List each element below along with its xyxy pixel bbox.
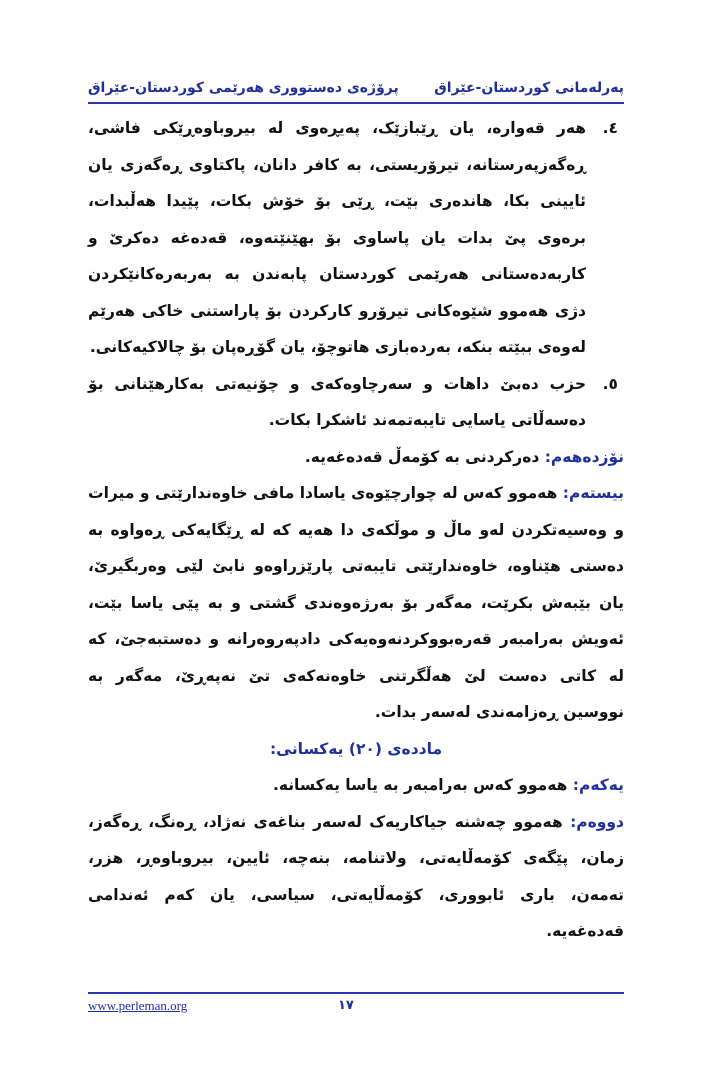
paragraph-nineteenth [88,439,624,476]
list-item [88,366,624,439]
paragraph-label: دووەم: [570,812,624,831]
paragraph-twentieth [88,475,624,731]
paragraph-text: هەموو چەشنە جیاکاریەک لەسەر بناغەی نەژاد، ڕەنگ، ڕەگەز، زمان، پێگەی کۆمەڵایەتی، ولاتنامە، بنەچە، ئایین، بیروباوەڕ، هزر، تەمەن، باری ئابووری، کۆمەڵایەتی، سیاسی، یان کەم ئەندامی قەدەغەیە. [88,812,624,940]
paragraph-text: هەموو کەس بەرامبەر بە یاسا یەکسانە. [272,776,573,794]
page-header [88,60,624,102]
document-body [88,110,624,950]
page-footer [88,998,624,1022]
paragraph-label: نۆزدەهەم: [544,447,624,466]
paragraph-label: بیستەم: [562,484,624,502]
item-text: حزب دەبێ داهات و سەرچاوەکەی و چۆنیەتی بەکارهێنانی بۆ دەسەڵاتی یاسایی تایبەتمەند ئاشکرا بکات. [88,374,586,429]
article-title: ماددەی (٢٠) یەکسانی: [269,739,443,758]
list-item [88,110,624,366]
footer-rule [88,992,624,994]
paragraph-first [88,767,624,804]
paragraph-label: یەکەم: [572,776,624,794]
header-rule [88,102,624,104]
paragraph-text: دەرکردنی بە کۆمەڵ قەدەغەیە. [304,447,545,466]
item-text: هەر قەوارە، یان ڕێبازێک، پەیڕەوی لە بیروباوەڕێکی فاشی، ڕەگەزپەرستانە، تیرۆریستی، بە کافر دانان، پاکتاوی ڕەگەزی یان ئایینی بکا، هاندەری بێت، ڕێی بۆ خۆش بکات، پێیدا هەڵبدات، برەوی پێ بدات یان پاساوی بۆ بهێنێتەوە، قەدەغە دەکرێ و کاربەدەستانی هەرێمی کوردستان پابەندن بە بەربەرەکانێکردن دژی هەموو شێوەکانی تیرۆرو کارکردن بۆ پاراستنی خاکی هەرێم لەوەی ببێتە بنکە، بەردەبازی هاتوچۆ، یان گۆڕەپان بۆ چالاکیەکانی. [88,119,586,356]
constitution-project-title: پرۆژەی دەستووری هەرێمی کوردستان-عێراق [88,80,399,96]
item-number: ٤. [602,119,618,137]
paragraph-text: هەموو کەس لە چوارچێوەی یاسادا مافی خاوەندارێتی و میرات و وەسیەتکردن لەو ماڵ و موڵکەی دا هەیە کە لە ڕێگایەکی ڕەواوە بە دەستی هێناوە، خاوەندارێتی تایبەتی پارێزراوەو نابێ لێی وەربگیرێ، یان بێبەش بکرێت، مەگەر بۆ بەرژەوەندی گشتی و بە پێی یاسا بێت، ئەویش بەرامبەر قەرەبووکردنەوەیەکی دادپەروەرانە و دەستبەجێ، کە لە کاتی دەست لێ هەڵگرتنی خاوەنەکەی تێ نەپەڕێ، مەگەر بە نووسین ڕەزامەندی لەسەر بدات. [88,484,624,721]
page-number: ١٧ [338,998,354,1013]
website-link[interactable]: www.perleman.org [88,998,188,1013]
item-number: ٥. [602,374,618,393]
parliament-title: پەرلەمانی کوردستان-عێراق [434,80,624,96]
paragraph-second [88,804,624,950]
